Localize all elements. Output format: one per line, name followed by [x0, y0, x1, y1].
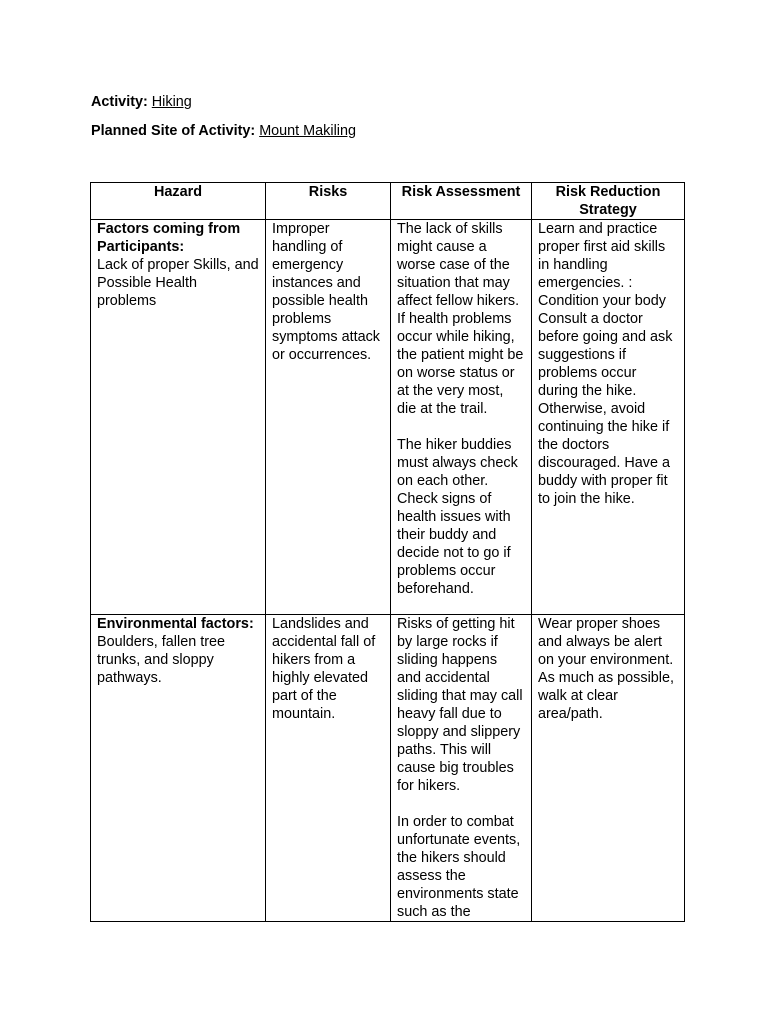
planned-site-line	[91, 122, 356, 140]
header-risk-assessment: Risk Assessment	[391, 183, 532, 220]
strategy-line: Wear proper shoes and always be alert on your environment.	[538, 616, 674, 668]
planned-site-value: Mount Makiling	[259, 123, 356, 139]
assessment-cell	[391, 615, 532, 922]
assessment-paragraph: The hiker buddies must always check on each other. Check signs of health issues with their buddy and decide not to go if problems occur beforehand.	[397, 437, 518, 597]
risks-cell	[266, 220, 391, 615]
assessment-paragraph: The lack of skills might cause a worse case of the situation that may affect fellow hikers. If health problems occur while hiking, the patient might be on worse status or at the very most, die at the trail.	[397, 221, 524, 417]
risk-assessment-table	[90, 182, 685, 922]
strategy-cell	[532, 220, 685, 615]
hazard-title: Environmental factors:	[97, 616, 254, 632]
hazard-description: Lack of proper Skills, and Possible Health problems	[97, 257, 259, 309]
header-risks: Risks	[266, 183, 391, 220]
risks-text: Improper handling of emergency instances and possible health problems symptoms attack or occurrences.	[272, 221, 380, 363]
table-header-row	[91, 183, 685, 220]
header-risk-reduction-strategy: Risk Reduction Strategy	[532, 183, 685, 220]
strategy-line: As much as possible, walk at clear area/path.	[538, 670, 674, 722]
assessment-paragraph: Risks of getting hit by large rocks if sliding happens and accidental sliding that may call heavy fall due to sloppy and slippery paths. This will cause big troubles for hikers.	[397, 616, 523, 794]
hazard-title: Factors coming from Participants:	[97, 221, 241, 255]
activity-value: Hiking	[151, 94, 192, 110]
risks-cell	[266, 615, 391, 922]
planned-site-label: Planned Site of Activity:	[91, 123, 256, 139]
header-hazard: Hazard	[91, 183, 266, 220]
assessment-cell	[391, 220, 532, 615]
hazard-description: Boulders, fallen tree trunks, and sloppy pathways.	[97, 634, 225, 686]
table-row	[91, 615, 685, 922]
hazard-cell	[91, 615, 266, 922]
hazard-cell	[91, 220, 266, 615]
activity-label: Activity:	[91, 94, 148, 110]
risks-text: Landslides and accidental fall of hikers from a highly elevated part of the mountain.	[272, 616, 376, 722]
activity-line	[91, 93, 192, 111]
strategy-cell	[532, 615, 685, 922]
table-row	[91, 220, 685, 615]
strategy-text: Learn and practice proper first aid skills in handling emergencies. : Condition your body Consult a doctor before going and ask suggestions if problems occur during the hike. Otherwise, avoid continuing the hike if the doctors discouraged. Have a buddy with proper fit to join the hike.	[538, 221, 673, 507]
assessment-paragraph: In order to combat unfortunate events, the hikers should assess the environments state such as the	[397, 814, 521, 920]
